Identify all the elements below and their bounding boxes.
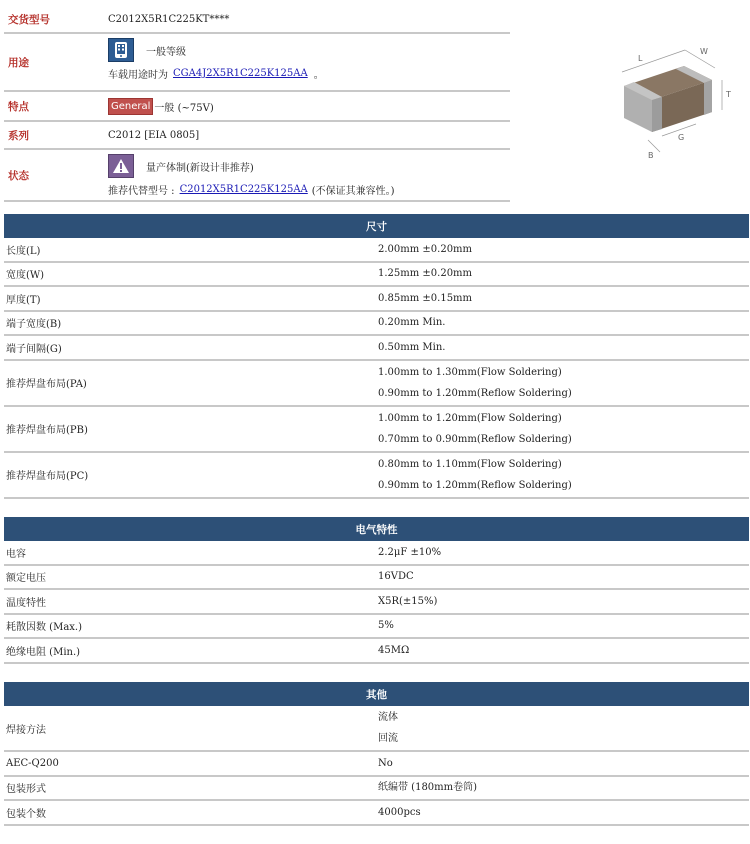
spec-value: 纸编带 (180mm卷筒) — [378, 782, 478, 794]
spec-name: 焊接方法 — [6, 724, 46, 736]
spec-value: 2.00mm ±0.20mm — [378, 243, 473, 255]
other-header: 其他 — [4, 682, 749, 706]
automotive-suffix: 。 — [313, 69, 324, 81]
spec-values — [378, 453, 749, 497]
automotive-part-link[interactable]: CGA4J2X5R1C225K125AA — [173, 67, 308, 79]
spec-name: 电容 — [6, 548, 26, 560]
spec-value: 1.00mm to 1.30mm(Flow Soldering) — [378, 366, 562, 378]
table-row — [4, 777, 749, 802]
table-row — [4, 287, 749, 312]
table-row — [4, 312, 749, 337]
other-table — [4, 682, 749, 826]
spec-value: 45MΩ — [378, 644, 410, 656]
table-row — [4, 238, 749, 263]
spec-value: X5R(±15%) — [378, 595, 438, 607]
spec-value: 流体 — [378, 712, 398, 723]
info-row-part-number — [4, 6, 510, 34]
spec-value: 0.80mm to 1.10mm(Flow Soldering) — [378, 458, 562, 470]
spec-name: 端子宽度(B) — [6, 319, 62, 331]
info-row-status — [4, 150, 510, 202]
feature-label: 特点 — [8, 100, 29, 113]
table-row — [4, 639, 749, 664]
spec-values — [378, 752, 749, 775]
spec-name: 端子间隔(G) — [6, 343, 62, 355]
recommended-part-link[interactable]: C2012X5R1C225K125AA — [179, 183, 308, 195]
spec-value: 16VDC — [378, 571, 414, 583]
spec-name: 绝缘电阻 (Min.) — [6, 646, 81, 658]
dim-t-label: T — [726, 90, 731, 99]
feature-value-cell — [104, 92, 510, 120]
table-row — [4, 407, 749, 453]
spec-value: 1.25mm ±0.20mm — [378, 268, 473, 280]
table-row — [4, 361, 749, 407]
application-value-cell — [104, 34, 510, 90]
spec-values — [378, 777, 749, 800]
table-row — [4, 336, 749, 361]
automotive-line — [108, 63, 510, 83]
recommend-suffix: (不保证其兼容性。) — [311, 185, 395, 197]
spec-name: 宽度(W) — [6, 270, 45, 282]
spec-values — [378, 361, 749, 405]
other-body — [4, 706, 749, 826]
spec-values — [378, 336, 749, 359]
status-value-cell — [104, 150, 510, 200]
spec-name: 耗散因数 (Max.) — [6, 622, 83, 634]
spec-name: 推荐焊盘布局(PB) — [6, 425, 88, 436]
spec-name: 长度(L) — [6, 245, 41, 257]
spec-name: 包装形式 — [6, 784, 46, 796]
table-row — [4, 453, 749, 499]
spec-values — [378, 541, 749, 564]
spec-values — [378, 287, 749, 310]
application-line — [108, 37, 510, 63]
spec-value: 0.90mm to 1.20mm(Reflow Soldering) — [378, 387, 572, 399]
spec-value: 回流 — [378, 733, 398, 744]
spec-values — [378, 615, 749, 638]
general-badge: General — [108, 98, 153, 115]
status-value: 量产体制(新设计非推荐) — [146, 162, 254, 174]
dim-g-label: G — [678, 133, 685, 142]
info-row-series — [4, 122, 510, 150]
product-info-table — [4, 6, 510, 202]
spec-value: 0.70mm to 0.90mm(Reflow Soldering) — [378, 433, 572, 445]
dimensions-table — [4, 214, 749, 499]
spec-values — [378, 590, 749, 613]
electrical-header: 电气特性 — [4, 517, 749, 541]
info-row-feature — [4, 92, 510, 122]
application-value: 一般等级 — [146, 46, 186, 58]
table-row — [4, 752, 749, 777]
info-row-application — [4, 34, 510, 92]
spec-values — [378, 238, 749, 261]
warning-icon — [108, 154, 134, 178]
recommend-prefix: 推荐代替型号 : — [108, 185, 175, 197]
spec-values — [378, 263, 749, 286]
table-row — [4, 801, 749, 826]
spec-values — [378, 312, 749, 335]
spec-value: 4000pcs — [378, 806, 421, 818]
status-line — [108, 153, 510, 179]
table-row — [4, 590, 749, 615]
capacitor-chip-image — [600, 40, 740, 164]
spec-name: 温度特性 — [6, 597, 46, 609]
spec-value: 0.50mm Min. — [378, 341, 446, 353]
spec-values — [378, 566, 749, 589]
spec-name: 厚度(T) — [6, 294, 41, 306]
electrical-body — [4, 541, 749, 664]
dimensions-header: 尺寸 — [4, 214, 749, 238]
application-label: 用途 — [8, 56, 29, 69]
spec-value: 0.90mm to 1.20mm(Reflow Soldering) — [378, 479, 572, 491]
automotive-prefix: 车载用途时为 — [108, 69, 168, 81]
table-row — [4, 615, 749, 640]
dimensions-body — [4, 238, 749, 499]
dim-l-label: L — [638, 54, 643, 63]
spec-value: 1.00mm to 1.20mm(Flow Soldering) — [378, 412, 562, 424]
spec-value: 0.85mm ±0.15mm — [378, 292, 473, 304]
spec-value: 0.20mm Min. — [378, 317, 446, 329]
table-row — [4, 566, 749, 591]
spec-value: No — [378, 757, 393, 769]
spec-values — [378, 639, 749, 662]
spec-name: 推荐焊盘布局(PA) — [6, 379, 87, 390]
table-row — [4, 263, 749, 288]
dim-b-label: B — [648, 151, 654, 160]
series-label: 系列 — [8, 129, 29, 142]
spec-values — [378, 801, 749, 824]
spec-values — [378, 407, 749, 451]
table-row — [4, 541, 749, 566]
dim-w-label: W — [700, 47, 708, 56]
table-row — [4, 706, 749, 752]
series-value: C2012 [EIA 0805] — [108, 129, 200, 141]
feature-value: 一般 (~75V) — [154, 102, 214, 114]
spec-values — [378, 706, 749, 750]
part-number-value: C2012X5R1C225KT**** — [108, 13, 230, 25]
spec-name: 额定电压 — [6, 573, 46, 585]
spec-name: 包装个数 — [6, 808, 46, 820]
part-number-label: 交货型号 — [8, 13, 50, 26]
spec-value: 2.2μF ±10% — [378, 546, 442, 558]
status-label: 状态 — [8, 169, 29, 182]
electrical-table — [4, 517, 749, 664]
phone-icon — [108, 38, 134, 62]
recommend-line — [108, 179, 510, 199]
spec-name: 推荐焊盘布局(PC) — [6, 471, 89, 482]
spec-name: AEC-Q200 — [6, 757, 59, 769]
spec-value: 5% — [378, 620, 394, 632]
